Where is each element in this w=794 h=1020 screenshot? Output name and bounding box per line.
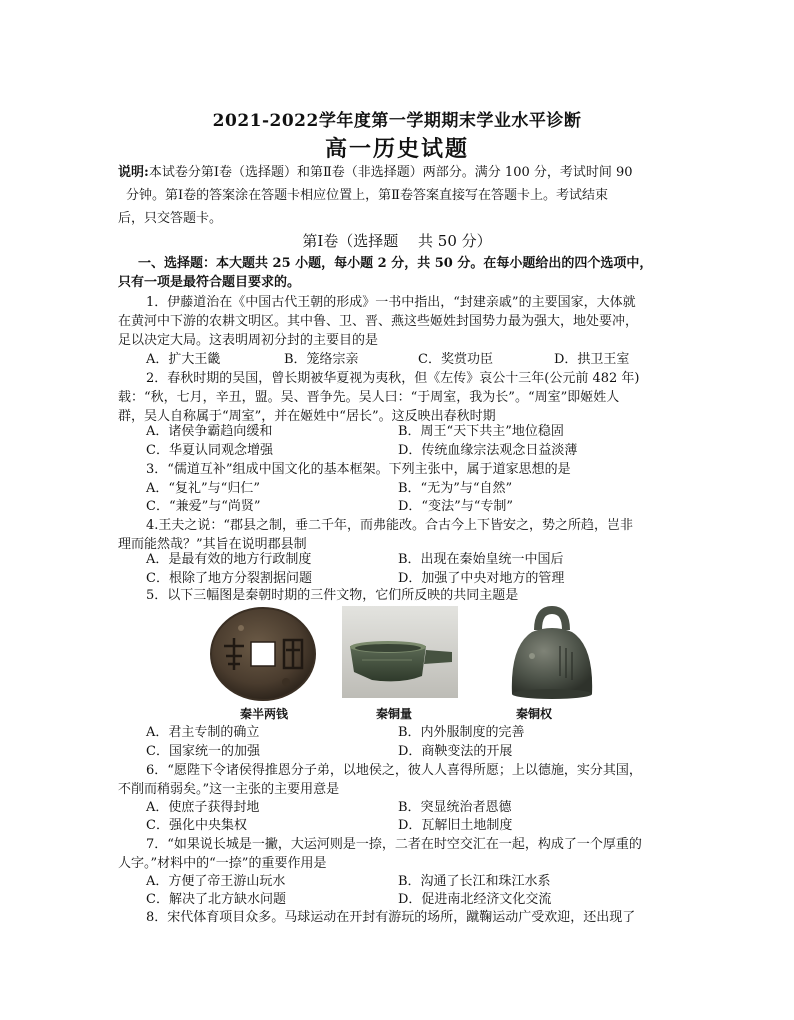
option: C．国家统一的加强	[146, 744, 260, 759]
question-text: 足以决定大局。这表明周初分封的主要目的是	[118, 333, 379, 348]
question-text: 3．“儒道互补”组成中国文化的基本框架。下列主张中，属于道家思想的是	[146, 462, 571, 477]
bronze-measure-image	[342, 606, 458, 698]
subject-title: 高一历史试题	[324, 136, 469, 162]
section-title: 第Ⅰ卷（选择题 共 50 分）	[302, 232, 492, 250]
option: C．“兼爱”与“尚贤”	[146, 499, 261, 514]
option: D．传统血缘宗法观念日益淡薄	[398, 443, 578, 458]
option: A．诸侯争霸趋向缓和	[146, 424, 273, 439]
option: C．根除了地方分裂割据问题	[146, 571, 312, 586]
section-heading-line-1: 一、选择题：本大题共 25 小题，每小题 2 分，共 50 分。在每小题给出的四个选项中，	[138, 256, 653, 271]
option: B．内外服制度的完善	[398, 725, 525, 740]
option: B．沟通了长江和珠江水系	[398, 874, 551, 889]
option: B．笼络宗亲	[284, 352, 359, 367]
question-text: 5．以下三幅图是秦朝时期的三件文物，它们所反映的共同主题是	[146, 588, 519, 603]
option: B．“无为”与“自然”	[398, 481, 513, 496]
question-text: 6．“愿陛下令诸侯得推恩分子弟，以地侯之，彼人人喜得所愿；上以德施，实分其国，	[146, 763, 642, 778]
option: D．拱卫王室	[554, 352, 630, 367]
option: D．瓦解旧土地制度	[398, 818, 513, 833]
instructions-line-3: 后，只交答题卡。	[118, 211, 223, 226]
figure-caption: 秦铜量	[376, 707, 413, 721]
option: A．扩大王畿	[146, 352, 221, 367]
question-text: 4.王夫之说：“郡县之制，垂二千年，而弗能改。合古今上下皆安之，势之所趋，岂非	[146, 518, 634, 533]
option: B．周王“天下共主”地位稳固	[398, 424, 564, 439]
option: A．使庶子获得封地	[146, 800, 260, 815]
instructions-line-1: 说明:本试卷分第Ⅰ卷（选择题）和第Ⅱ卷（非选择题）两部分。满分 100 分，考试时间 90	[118, 165, 633, 180]
question-text: 1．伊藤道治在《中国古代王朝的形成》一书中指出，“封建亲戚”的主要国家，大体就	[146, 295, 636, 310]
ban-liang-coin-image	[206, 606, 320, 702]
instructions-label: 说明	[118, 165, 145, 180]
option: D．加强了中央对地方的管理	[398, 571, 565, 586]
question-text: 8．宋代体育项目众多。马球运动在开封有游玩的场所，蹴鞠运动广受欢迎，还出现了	[146, 910, 636, 925]
option: C．强化中央集权	[146, 818, 247, 833]
option: D．“变法”与“专制”	[398, 499, 514, 514]
exam-title: 2021-2022学年度第一学期期末学业水平诊断	[212, 111, 582, 131]
option: D．商鞅变法的开展	[398, 744, 513, 759]
question-text: 7．“如果说长城是一撇，大运河则是一捺，二者在时空交汇在一起，构成了一个厚重的	[146, 837, 642, 852]
bronze-weight-image	[502, 606, 602, 704]
question-text: 群，吴人自称属于“周室”，并在姬姓中“居长”。这反映出春秋时期	[118, 409, 496, 424]
question-text: 人字。”材料中的“一捺”的重要作用是	[118, 856, 327, 871]
question-text: 载：“秋，七月，辛丑，盟。吴、晋争先。吴人曰：“于周室，我为长”。“周室”即姬姓人	[118, 390, 620, 405]
option: C．奖赏功臣	[418, 352, 493, 367]
option: B．突显统治者恩德	[398, 800, 512, 815]
option: B．出现在秦始皇统一中国后	[398, 552, 564, 567]
section-heading-line-2: 只有一项是最符合题目要求的。	[118, 275, 301, 290]
figure-caption: 秦铜权	[516, 707, 553, 721]
option: A．是最有效的地方行政制度	[146, 552, 312, 567]
instructions-line-2: 分钟。第Ⅰ卷的答案涂在答题卡相应位置上，第Ⅱ卷答案直接写在答题卡上。考试结束	[126, 188, 608, 203]
option: A．方便了帝王游山玩水	[146, 874, 286, 889]
figure-caption: 秦半两钱	[240, 707, 289, 721]
question-text: 理而能然哉？”其旨在说明郡县制	[118, 537, 307, 552]
option: A．君主专制的确立	[146, 725, 260, 740]
option: C．华夏认同观念增强	[146, 443, 273, 458]
question-text: 2．春秋时期的吴国，曾长期被华夏视为夷秋，但《左传》哀公十三年(公元前 482 年)	[146, 371, 640, 386]
option: D．促进南北经济文化交流	[398, 892, 552, 907]
question-text: 在黄河中下游的农耕文明区。其中鲁、卫、晋、燕这些姬姓封国势力最为强大，地处要冲，	[118, 314, 639, 329]
question-text: 不削而稍弱矣。”这一主张的主要用意是	[118, 782, 340, 797]
option: A．“复礼”与“归仁”	[146, 481, 260, 496]
option: C．解决了北方缺水问题	[146, 892, 286, 907]
